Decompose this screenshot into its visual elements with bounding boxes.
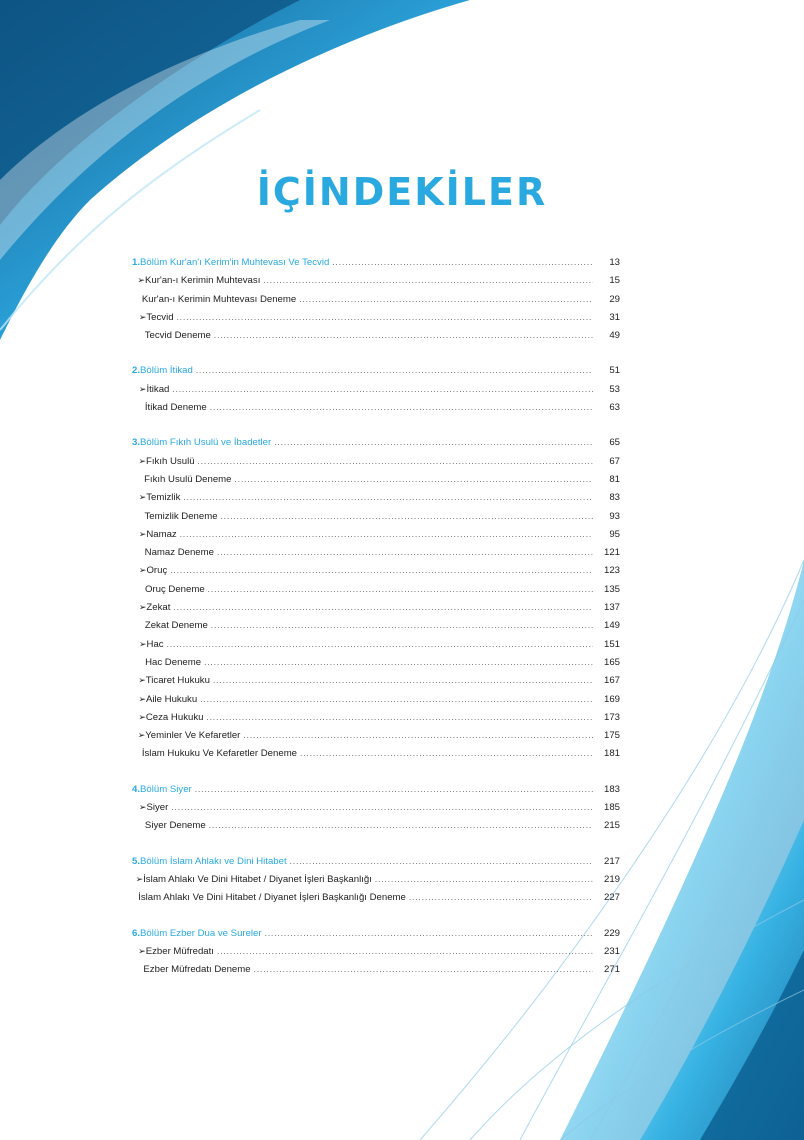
- arrow-bullet-icon: ➢: [138, 693, 146, 704]
- toc-entry[interactable]: [132, 529, 620, 547]
- dot-leader: [409, 893, 593, 902]
- entry-title: Ceza Hukuku: [145, 711, 204, 723]
- toc-entry[interactable]: [132, 330, 620, 348]
- entry-title: Temizlik Deneme: [144, 510, 218, 522]
- toc-section: [132, 928, 620, 983]
- entry-title: Yeminler Ve Kefaretler: [145, 730, 241, 742]
- toc-section: [132, 784, 620, 839]
- dot-leader: [173, 603, 593, 612]
- toc-section-heading[interactable]: [132, 365, 620, 383]
- page-number: 13: [609, 257, 620, 268]
- toc-entry[interactable]: [132, 565, 620, 583]
- toc-entry[interactable]: [132, 602, 620, 620]
- section-number: 1.: [132, 257, 141, 268]
- arrow-bullet-icon: ➢: [138, 565, 147, 576]
- entry-title: Temizlik: [146, 492, 181, 504]
- section-title: Bölüm Siyer: [140, 783, 192, 795]
- toc-section-heading[interactable]: [132, 257, 620, 275]
- arrow-bullet-icon: ➢: [138, 602, 147, 613]
- dot-leader: [375, 875, 593, 884]
- entry-title: Kur'an-ı Kerimin Muhtevası: [144, 275, 261, 287]
- toc-section: [132, 257, 620, 348]
- toc-entry[interactable]: [132, 730, 620, 748]
- page-number: 167: [603, 675, 620, 687]
- page-number: 135: [603, 583, 620, 595]
- dot-leader: [177, 313, 593, 322]
- arrow-bullet-icon: ➢: [138, 638, 147, 649]
- dot-leader: [299, 295, 593, 304]
- toc-entry[interactable]: [132, 694, 620, 712]
- page-number: 67: [609, 455, 620, 467]
- entry-title: Oruç Deneme: [144, 583, 205, 595]
- arrow-bullet-icon: ➢: [138, 455, 147, 466]
- entry-title: Ticaret Hukuku: [145, 675, 210, 687]
- section-number: 2.: [132, 365, 141, 377]
- toc-section-heading[interactable]: [132, 437, 620, 455]
- entry-title: Tecvid: [146, 311, 174, 323]
- entry-title: İslam Ahlakı Ve Dini Hitabet / Diyanet İşleri Başkanlığı Deneme: [138, 892, 406, 904]
- arrow-bullet-icon: ➢: [138, 383, 147, 394]
- page-number: 63: [609, 402, 620, 414]
- entry-title: Tecvid Deneme: [144, 330, 211, 342]
- arrow-bullet-icon: ➢: [138, 945, 146, 956]
- dot-leader: [209, 821, 593, 830]
- dot-leader: [171, 803, 593, 812]
- dot-leader: [200, 695, 593, 704]
- page-number: 183: [603, 783, 620, 795]
- dot-leader: [183, 493, 593, 502]
- dot-leader: [167, 640, 593, 649]
- arrow-bullet-icon: ➢: [135, 873, 144, 884]
- arrow-bullet-icon: ➢: [138, 492, 147, 503]
- page-number: 53: [609, 383, 620, 395]
- toc-entry[interactable]: [132, 384, 620, 402]
- page-number: 217: [603, 855, 620, 867]
- dot-leader: [213, 676, 593, 685]
- entry-title: Namaz: [146, 528, 177, 540]
- arrow-bullet-icon: ➢: [138, 675, 146, 686]
- page-number: 229: [603, 927, 620, 939]
- dot-leader: [180, 530, 593, 539]
- entry-title: İtikad Deneme: [144, 402, 207, 414]
- entry-title: İtikad: [146, 383, 170, 395]
- arrow-bullet-icon: ➢: [138, 802, 147, 813]
- page-number: 215: [603, 820, 620, 832]
- arrow-bullet-icon: ➢: [137, 275, 145, 286]
- dot-leader: [195, 785, 593, 794]
- section-title: Bölüm İtikad: [140, 365, 193, 377]
- page-number: 231: [603, 945, 620, 957]
- page-number: 121: [603, 547, 620, 559]
- entry-title: Fıkıh Usulü: [146, 455, 195, 467]
- dot-leader: [221, 512, 593, 521]
- arrow-bullet-icon: ➢: [137, 730, 146, 741]
- toc-entry[interactable]: [132, 312, 620, 330]
- page-number: 185: [603, 802, 620, 814]
- toc-section: [132, 856, 620, 911]
- page-number: 123: [603, 565, 620, 577]
- entry-title: Oruç: [146, 565, 168, 577]
- dot-leader: [263, 276, 593, 285]
- dot-leader: [204, 658, 593, 667]
- toc-entry[interactable]: [132, 964, 620, 982]
- dot-leader: [211, 621, 593, 630]
- page-number: 31: [609, 311, 620, 323]
- section-number: 6.: [132, 927, 141, 939]
- toc-entry[interactable]: [132, 547, 620, 565]
- toc-entry[interactable]: [132, 456, 620, 474]
- toc-entry[interactable]: [132, 584, 620, 602]
- section-number: 3.: [132, 437, 141, 449]
- toc-section-heading[interactable]: [132, 928, 620, 946]
- section-title: Bölüm İslam Ahlakı ve Dini Hitabet: [140, 855, 287, 867]
- entry-title: İslam Ahlakı Ve Dini Hitabet / Diyanet İşleri Başkanlığı: [143, 873, 372, 885]
- dot-leader: [196, 366, 593, 375]
- entry-title: Ezber Müfredatı: [145, 945, 214, 957]
- entry-title: Fıkıh Usulü Deneme: [144, 473, 232, 485]
- dot-leader: [290, 857, 593, 866]
- arrow-bullet-icon: ➢: [138, 711, 146, 722]
- entry-title: Siyer Deneme: [144, 820, 206, 832]
- toc-entry[interactable]: [132, 802, 620, 820]
- toc-entry[interactable]: [132, 820, 620, 838]
- toc-entry[interactable]: [132, 892, 620, 910]
- page-number: 227: [603, 892, 620, 904]
- section-number: 5.: [132, 855, 141, 867]
- entry-title: Zekat Deneme: [144, 620, 208, 632]
- section-number: 4.: [132, 783, 141, 795]
- entry-title: Siyer: [146, 802, 169, 814]
- dot-leader: [172, 385, 593, 394]
- page-number: 29: [609, 293, 620, 305]
- toc-entry[interactable]: [132, 675, 620, 693]
- toc-entry[interactable]: [132, 275, 620, 293]
- toc-entry[interactable]: [132, 874, 620, 892]
- toc-entry[interactable]: [132, 748, 620, 766]
- page-number: 49: [609, 330, 620, 342]
- section-title: Bölüm Kur'an'ı Kerim'in Muhtevası Ve Tecvid: [140, 257, 330, 268]
- toc-entry[interactable]: [132, 294, 620, 312]
- dot-leader: [198, 457, 593, 466]
- toc-section-heading[interactable]: [132, 784, 620, 802]
- page-number: 151: [603, 638, 620, 650]
- dot-leader: [265, 929, 593, 938]
- dot-leader: [206, 713, 593, 722]
- toc-entry[interactable]: [132, 712, 620, 730]
- dot-leader: [210, 403, 593, 412]
- entry-title: Namaz Deneme: [144, 547, 214, 559]
- entry-title: Zekat: [146, 602, 171, 614]
- section-title: Bölüm Fıkıh Usulü ve İbadetler: [140, 437, 272, 449]
- page-title: İÇİNDEKİLER: [256, 170, 548, 214]
- toc-entry[interactable]: [132, 492, 620, 510]
- toc-entry[interactable]: [132, 946, 620, 964]
- arrow-bullet-icon: ➢: [138, 311, 147, 322]
- entry-title: Kur'an-ı Kerimin Muhtevası Deneme: [141, 293, 297, 305]
- page-number: 65: [609, 437, 620, 449]
- dot-leader: [217, 947, 593, 956]
- page-number: 95: [609, 528, 620, 540]
- page-number: 81: [609, 473, 621, 485]
- entry-title: Ezber Müfredatı Deneme: [143, 964, 251, 976]
- entry-title: İslam Hukuku Ve Kefaretler Deneme: [141, 748, 298, 760]
- section-title: Bölüm Ezber Dua ve Sureler: [140, 927, 262, 939]
- dot-leader: [170, 566, 593, 575]
- page-number: 271: [603, 964, 620, 976]
- toc-section: [132, 437, 620, 766]
- dot-leader: [243, 731, 593, 740]
- table-of-contents: [132, 257, 620, 999]
- page-number: 219: [603, 873, 620, 885]
- toc-section-heading[interactable]: [132, 856, 620, 874]
- dot-leader: [300, 749, 593, 758]
- page-number: 51: [609, 365, 620, 377]
- entry-title: Aile Hukuku: [145, 693, 198, 705]
- page-number: 83: [609, 492, 620, 504]
- page-number: 181: [603, 748, 620, 760]
- arrow-bullet-icon: ➢: [138, 528, 147, 539]
- page-number: 149: [604, 620, 621, 632]
- dot-leader: [217, 548, 593, 557]
- dot-leader: [254, 965, 593, 974]
- dot-leader: [332, 258, 593, 267]
- toc-entry[interactable]: [132, 657, 620, 675]
- toc-entry[interactable]: [132, 639, 620, 657]
- page-number: 169: [603, 693, 620, 705]
- toc-section: [132, 365, 620, 420]
- toc-entry[interactable]: [132, 620, 620, 638]
- page-number: 15: [609, 275, 620, 287]
- page-number: 175: [603, 730, 620, 742]
- dot-leader: [274, 438, 593, 447]
- dot-leader: [235, 475, 594, 484]
- toc-entry[interactable]: [132, 402, 620, 420]
- page-number: 173: [603, 711, 620, 723]
- dot-leader: [208, 585, 593, 594]
- entry-title: Hac Deneme: [145, 656, 202, 668]
- entry-title: Hac: [146, 638, 164, 650]
- toc-entry[interactable]: [132, 474, 620, 492]
- page-number: 165: [603, 656, 620, 668]
- page-number: 137: [603, 602, 620, 614]
- dot-leader: [214, 331, 593, 340]
- toc-entry[interactable]: [132, 511, 620, 529]
- page-number: 93: [609, 510, 620, 522]
